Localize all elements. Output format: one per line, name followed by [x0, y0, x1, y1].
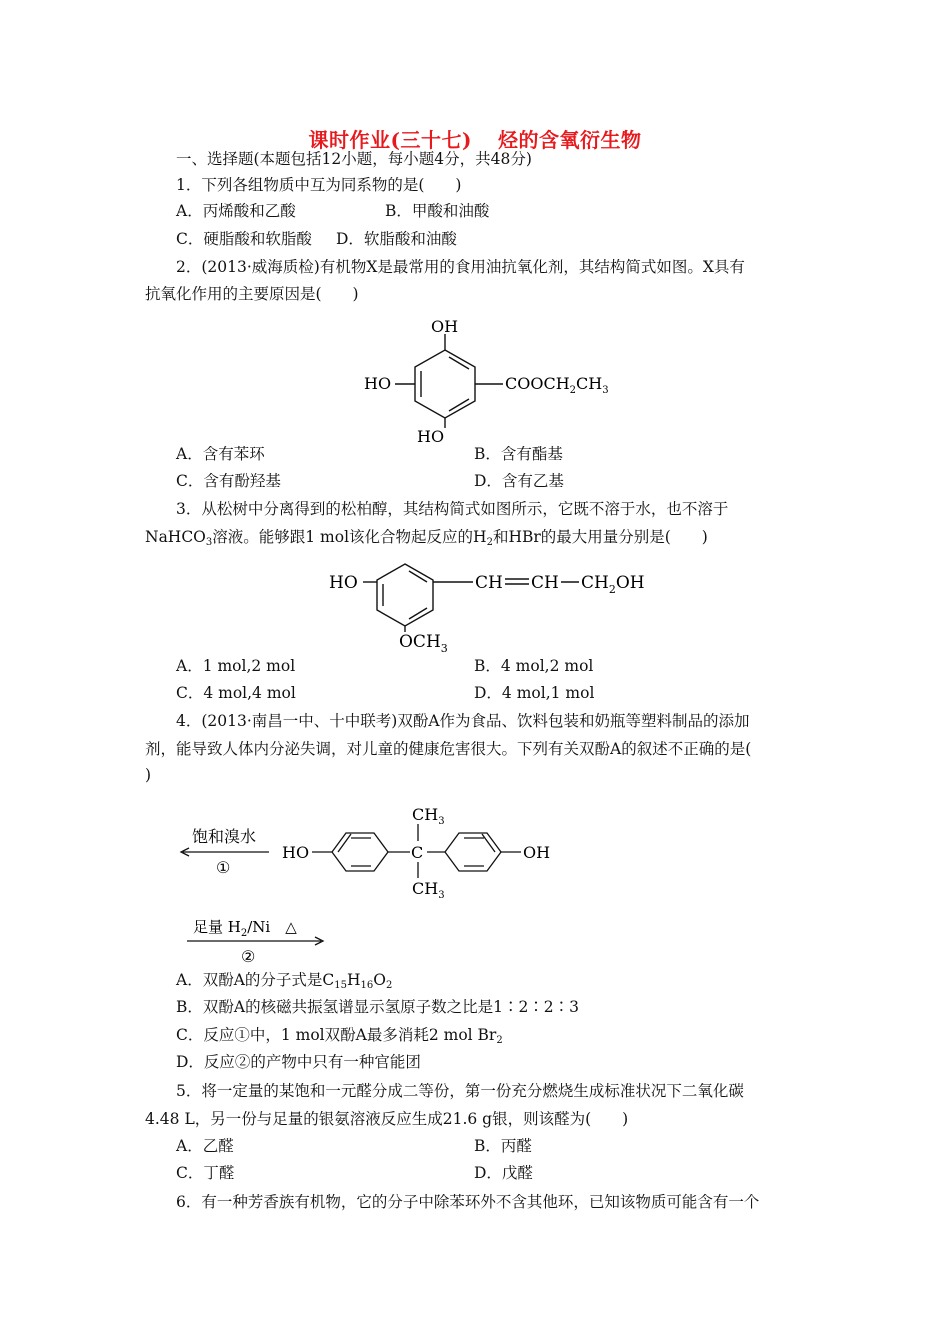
q4-arrow1-number: ① — [216, 858, 231, 877]
q3-option-b: B．4 mol,2 mol — [474, 657, 594, 675]
q2-option-a: A．含有苯环 — [176, 445, 265, 463]
q1-option-b: B．甲酸和油酸 — [385, 202, 490, 220]
q3-stem-line2: NaHCO$_3$溶液。能够跟1 mol该化合物起反应的$H_2$和HBr的最大用量分别是( ) — [145, 528, 708, 548]
q1-option-d: D．软脂酸和油酸 — [336, 230, 457, 248]
q2-oh-left: HO — [364, 374, 392, 393]
q5-stem-line1: 5．将一定量的某饱和一元醛分成二等份，第一份充分燃烧生成标准状况下二氧化碳 — [176, 1082, 744, 1100]
q4-option-b: B．双酚A的核磁共振氢谱显示氢原子数之比是1∶2∶2∶3 — [176, 998, 580, 1016]
q4-stem-line3: ) — [145, 766, 152, 784]
q1-option-c: C．硬脂酸和软脂酸 — [176, 230, 312, 248]
q3-structure-diagram — [325, 552, 670, 656]
q4-central-c: C — [411, 843, 424, 862]
q1-stem: 1．下列各组物质中互为同系物的是( ) — [176, 176, 462, 194]
q3-option-c: C．4 mol,4 mol — [176, 684, 296, 702]
q5-stem-line2: 4.48 L，另一份与足量的银氨溶液反应生成21.6 g银，则该醛为( ) — [145, 1110, 629, 1128]
section-heading: 一、选择题(本题包括12小题，每小题4分，共48分) — [176, 150, 532, 168]
q2-option-c: C．含有酚羟基 — [176, 472, 281, 490]
title-part1: 课时作业(三十七) — [308, 128, 472, 152]
q5-option-a: A．乙醛 — [176, 1137, 234, 1155]
q5-option-d: D．戊醛 — [474, 1164, 533, 1182]
q3-ho: HO — [329, 573, 358, 593]
q2-ester-group: $COOCH_2CH_3$ — [505, 374, 609, 396]
title-part2: 烃的含氧衍生物 — [497, 128, 642, 152]
q3-ch-2: CH — [531, 573, 559, 593]
q4-arrow2-number: ② — [241, 947, 256, 966]
q4-stem-line2: 剂，能导致人体内分泌失调，对儿童的健康危害很大。下列有关双酚A的叙述不正确的是( — [145, 740, 752, 758]
q5-option-c: C．丁醛 — [176, 1164, 235, 1182]
q2-stem-line1: 2．(2013·威海质检)有机物X是最常用的食用油抗氧化剂，其结构简式如图。X具有 — [176, 258, 745, 276]
q2-option-b: B．含有酯基 — [474, 445, 563, 463]
q4-option-a: A．双酚A的分子式是$C_{15}H_{16}O_2$ — [176, 971, 393, 991]
q4-ch3-bottom: $CH_3$ — [412, 879, 445, 901]
q4-arrow2-label: 足量 $H_2/Ni$ △ — [193, 918, 297, 939]
q2-option-d: D．含有乙基 — [474, 472, 564, 490]
q2-oh-bottom: HO — [417, 427, 445, 446]
q4-arrow1-label: 饱和溴水 — [192, 827, 257, 846]
q2-oh-top: OH — [431, 317, 459, 336]
q3-option-a: A．1 mol,2 mol — [176, 657, 296, 675]
q4-option-d: D．反应②的产物中只有一种官能团 — [176, 1053, 421, 1071]
q4-option-c: C．反应①中，1 mol双酚A最多消耗2 mol $Br_2$ — [176, 1026, 503, 1046]
q2-stem-line2: 抗氧化作用的主要原因是( ) — [145, 285, 359, 303]
q3-stem-line1: 3．从松树中分离得到的松柏醇，其结构简式如图所示，它既不溶于水，也不溶于 — [176, 500, 729, 518]
q3-ch-1: CH — [475, 573, 503, 593]
q2-structure-diagram — [355, 312, 635, 448]
q3-option-d: D．4 mol,1 mol — [474, 684, 595, 702]
q4-structure-diagram — [175, 796, 565, 971]
q4-ho: HO — [282, 843, 310, 862]
q3-ch2oh: $CH_2OH$ — [581, 573, 645, 596]
q3-och3: $OCH_3$ — [399, 632, 448, 655]
q4-ch3-top: $CH_3$ — [412, 805, 445, 827]
q6-stem-line1: 6．有一种芳香族有机物，它的分子中除苯环外不含其他环，已知该物质可能含有一个 — [176, 1193, 760, 1211]
q4-oh: OH — [523, 843, 551, 862]
q1-option-a: A．丙烯酸和乙酸 — [176, 202, 296, 220]
q4-stem-line1: 4．(2013·南昌一中、十中联考)双酚A作为食品、饮料包装和奶瓶等塑料制品的添加 — [176, 712, 750, 730]
q5-option-b: B．丙醛 — [474, 1137, 532, 1155]
